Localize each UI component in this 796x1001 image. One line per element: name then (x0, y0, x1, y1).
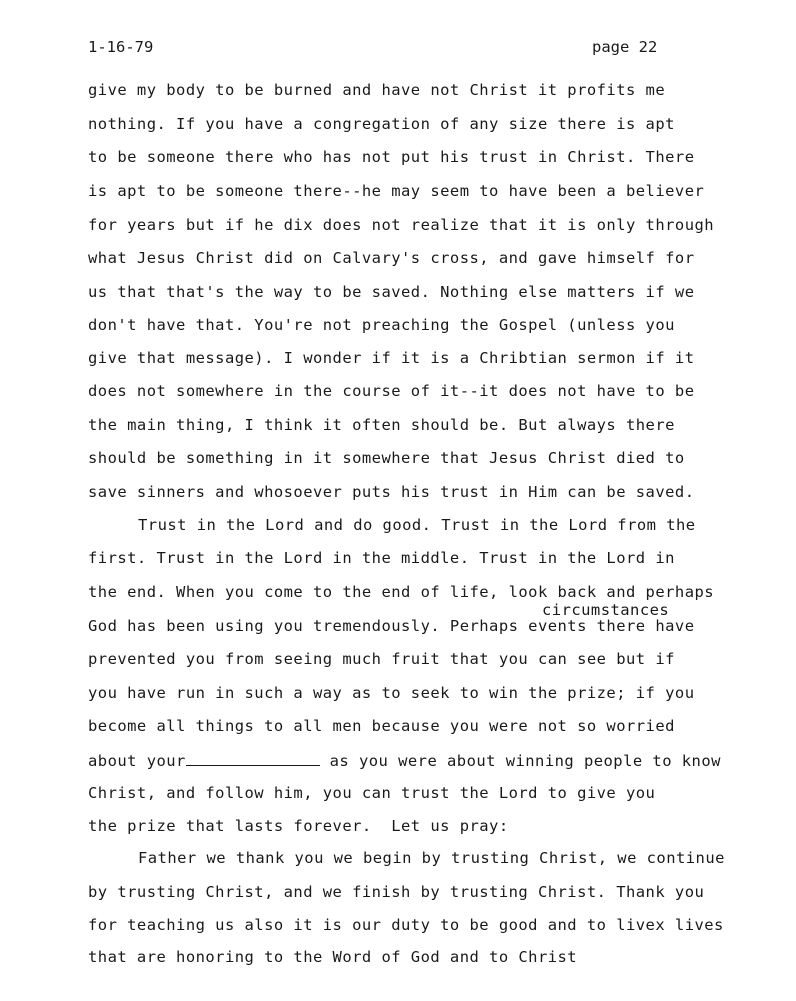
interlinear-correction: circumstances (542, 601, 670, 619)
body-line-end: as you were about winning people to know (329, 752, 721, 770)
body-line: save sinners and whosoever puts his trust in Him can be saved. (88, 483, 695, 501)
body-line-with-blank (88, 749, 721, 771)
body-line: Christ, and follow him, you can trust the Lord to give you (88, 784, 656, 802)
body-line: to be someone there who has not put his trust in Christ. There (88, 148, 695, 166)
body-line: the end. When you come to the end of life, look back and perhaps (88, 583, 715, 601)
body-line: the main thing, I think it often should be. But always there (88, 416, 675, 434)
body-line: don't have that. You're not preaching the Gospel (unless you (88, 316, 675, 334)
body-line: is apt to be someone there--he may seem to have been a believer (88, 182, 705, 200)
body-line: prevented you from seeing much fruit that you can see but if (88, 650, 675, 668)
body-line: what Jesus Christ did on Calvary's cross, and gave himself for (88, 249, 695, 267)
body-line: by trusting Christ, and we finish by trusting Christ. Thank you (88, 883, 705, 901)
page-number: page 22 (592, 38, 658, 56)
body-line: the prize that lasts forever. Let us pray: (88, 817, 509, 835)
body-line: first. Trust in the Lord in the middle. Trust in the Lord in (88, 549, 675, 567)
body-line: become all things to all men because you were not so worried (88, 717, 675, 735)
body-line: God has been using you tremendously. Perhaps events there have (88, 617, 695, 635)
fill-in-blank (186, 749, 320, 766)
body-line: nothing. If you have a congregation of any size there is apt (88, 115, 675, 133)
body-line: does not somewhere in the course of it--it does not have to be (88, 382, 695, 400)
paragraph-start-line: Father we thank you we begin by trusting Christ, we continue (138, 849, 725, 867)
paragraph-start-line: Trust in the Lord and do good. Trust in the Lord from the (138, 516, 696, 534)
body-line: you have run in such a way as to seek to win the prize; if you (88, 684, 695, 702)
body-line-start: about your (88, 752, 186, 770)
body-line: us that that's the way to be saved. Nothing else matters if we (88, 283, 695, 301)
body-line: for teaching us also it is our duty to be good and to livex lives (88, 916, 724, 934)
body-line: should be something in it somewhere that Jesus Christ died to (88, 449, 685, 467)
page-date: 1-16-79 (88, 38, 154, 56)
body-line: give that message). I wonder if it is a Chribtian sermon if it (88, 349, 695, 367)
body-line: give my body to be burned and have not Christ it profits me (88, 81, 666, 99)
body-line: that are honoring to the Word of God and to Christ (88, 948, 578, 966)
body-line: for years but if he dix does not realize that it is only through (88, 216, 715, 234)
